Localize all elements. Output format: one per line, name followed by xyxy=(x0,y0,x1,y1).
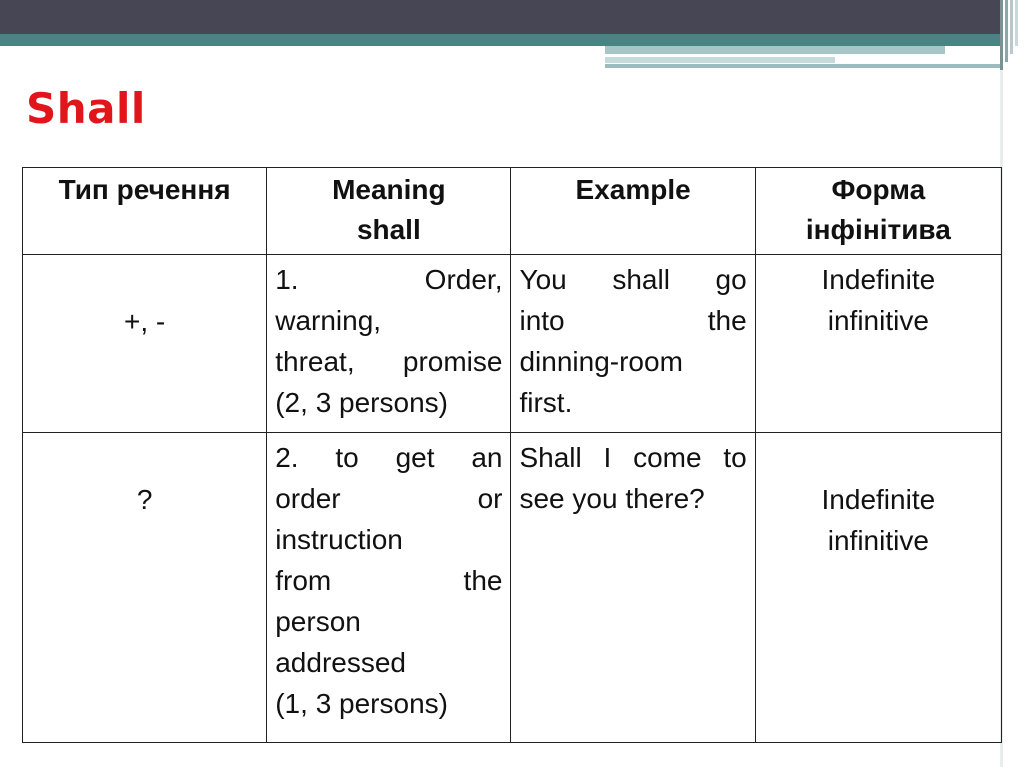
header-accent-line xyxy=(605,57,835,63)
header-meaning: Meaning shall xyxy=(267,168,511,255)
example-cell: You shall go into the dinning-room first. xyxy=(511,255,755,433)
header-bar-dark xyxy=(0,0,1000,34)
header-example: Example xyxy=(511,168,755,255)
header-bar-teal xyxy=(0,34,1000,46)
slide-title: Shall xyxy=(26,84,146,133)
corner-stripe xyxy=(1010,0,1013,54)
meaning-cell: 2. to get an order or instruction from the person addressed (1, 3 persons) xyxy=(267,433,511,743)
header-infinitive-form: Форма інфінітива xyxy=(755,168,1001,255)
corner-stripe xyxy=(1015,0,1018,46)
infinitive-form-cell: Indefinite infinitive xyxy=(755,255,1001,433)
table-header-row xyxy=(23,168,1002,255)
table-row xyxy=(23,255,1002,433)
header-accent-line xyxy=(605,46,945,54)
grammar-table xyxy=(22,167,1002,743)
meaning-cell: 1. Order, warning, threat, promise (2, 3 persons) xyxy=(267,255,511,433)
corner-stripe xyxy=(1000,0,1003,70)
example-cell: Shall I come to see you there? xyxy=(511,433,755,743)
sentence-type-cell: ? xyxy=(23,433,267,743)
corner-stripe xyxy=(1005,0,1008,62)
sentence-type-cell: +, - xyxy=(23,255,267,433)
infinitive-form-cell: Indefinite infinitive xyxy=(755,433,1001,743)
table-row xyxy=(23,433,1002,743)
header-accent-line xyxy=(605,64,1000,68)
header-sentence-type: Тип речення xyxy=(23,168,267,255)
